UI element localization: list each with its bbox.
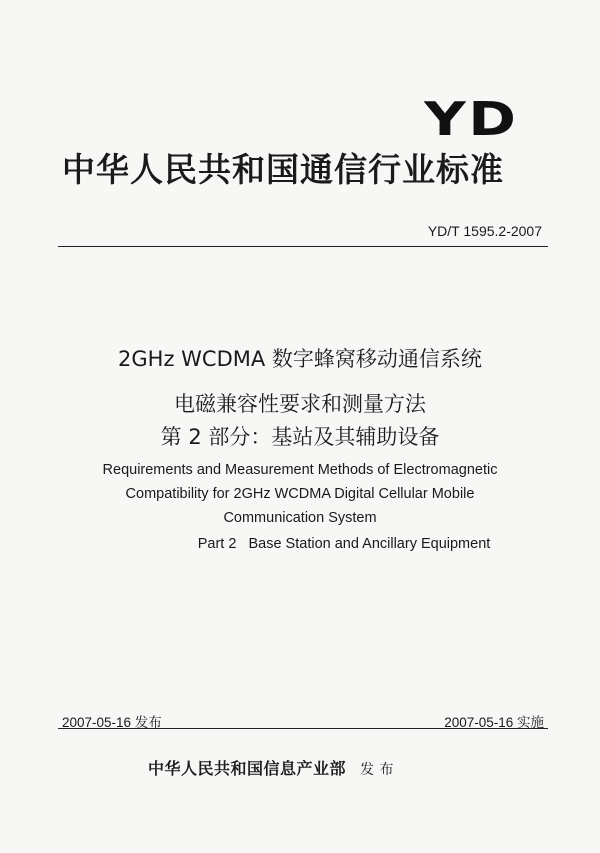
implementation-date: 2007-05-16 实施 [444, 715, 544, 730]
top-divider [58, 246, 548, 247]
standard-number: YD/T 1595.2-2007 [427, 223, 542, 239]
issue-date: 2007-05-16 发布 [62, 715, 162, 730]
english-title-line-1: Requirements and Measurement Methods of Electromagnetic [102, 462, 498, 478]
english-title-line-4: Part 2 Base Station and Ancillary Equipment [197, 536, 491, 552]
bottom-divider [58, 728, 548, 729]
issuing-authority [148, 756, 394, 779]
english-title-line-3: Communication System [223, 510, 377, 526]
english-title-line-2: Compatibility for 2GHz WCDMA Digital Cellular Mobile [125, 486, 475, 502]
issuer-suffix: 发 布 [360, 762, 394, 778]
chinese-title-line-3: 第 2 部分：基站及其辅助设备 [160, 425, 440, 449]
chinese-title-line-2: 电磁兼容性要求和测量方法 [174, 392, 426, 416]
issuer-name: 中华人民共和国信息产业部 [148, 759, 347, 778]
chinese-title-line-1: 2GHz WCDMA 数字蜂窝移动通信系统 [118, 347, 482, 371]
standard-category-title: 中华人民共和国通信行业标准 [62, 150, 504, 189]
yd-logo: YD [423, 92, 518, 146]
